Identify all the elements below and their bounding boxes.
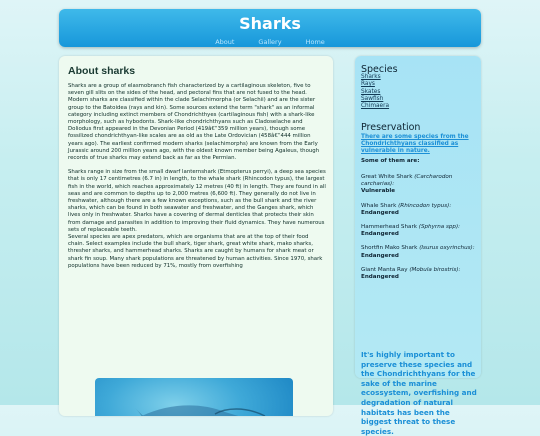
site-header (59, 9, 481, 47)
nav-about-link[interactable]: About (215, 38, 235, 46)
nav-home-link[interactable]: Home (305, 38, 325, 46)
species-name: Great White Shark (361, 174, 413, 180)
paragraph-intro: Sharks are a group of elasmobranch fish characterized by a cartilaginous skeleton, five to seven gill slits on the sides of the head, and pectoral fins that are not fused to the head. Modern sharks are classified within the clade Selachimorpha (or Selachii) and are the sister group to the Batoidea (rays and kin). Some sources extend the term "shark" as an informal category including extinct members of Chondrichthyes (cartilaginous fish) with a shark-like morphology, such as hybodonts. Shark-like chondrichthyans such as Cladoselache and Doliodus first appeared in the Devonian Period (419â€“359 million years), though some fossilized chondrichthyan-like scales are as old as the Late Ordovician (458â€“444 million years ago). The earliest confirmed modern sharks (selachimorphs) are known from the Early Jurassic around 200 million years ago, with the oldest known member being Agaleus, though records of true sharks may extend back as far as the Permian. (68, 83, 320, 162)
species-name: Whale Shark (361, 202, 397, 209)
sidebar (355, 56, 481, 436)
main-content (59, 56, 333, 416)
species-latin: (Mobula birostris): (409, 266, 461, 273)
status-label: Vulnerable (361, 188, 396, 195)
species-name: Giant Manta Ray (361, 266, 408, 273)
species-status-list (361, 174, 477, 288)
link-chimaera[interactable]: Chimaera (361, 103, 390, 110)
list-item (361, 245, 477, 259)
shark-illustration (95, 378, 293, 416)
status-label: Endangered (361, 231, 399, 238)
list-item (361, 203, 477, 217)
preservation-note: It's highly important to preserve these species and the Chondrichthyans for the sake of the marine ecossystem, overfishing and degradation of natural habitats has been the biggest threat to these species. (361, 350, 477, 436)
species-heading: Species (361, 64, 398, 75)
status-label: Endangered (361, 274, 399, 281)
nav-gallery-link[interactable]: Gallery (258, 38, 282, 46)
link-sawfish[interactable]: Sawfish (361, 95, 384, 102)
site-title: Sharks (239, 14, 301, 33)
article-text (68, 83, 326, 277)
preservation-heading: Preservation (361, 122, 421, 133)
list-item (361, 267, 477, 281)
species-latin: (Rhincodon typus): (398, 202, 452, 209)
main-nav (59, 38, 481, 46)
status-label: Endangered (361, 209, 399, 216)
species-latin: (Isurus oxyrinchus): (419, 245, 475, 252)
species-latin: (Carcharodon carcharias): (361, 174, 453, 188)
shark-photo (95, 378, 293, 416)
some-of-them-label: Some of them are: (361, 158, 420, 164)
species-name: Hammerhead Shark (361, 224, 417, 231)
link-skates[interactable]: Skates (361, 88, 381, 95)
species-links (361, 74, 389, 110)
paragraph-size: Sharks range in size from the small dwarf lanternshark (Etmopterus perryi), a deep sea species that is only 17 centimetres (6.7 in) in length, to the whale shark (Rhincodon typus), the largest fish in the world, which reaches approximately 12 metres (40 ft) in length. They are found in all seas and are common to depths up to 2,000 metres (6,600 ft). They generally do not live in freshwater, although there are a few known exceptions, such as the bull shark and the river sharks, which can be found in both seawater and freshwater, and the Ganges shark, which lives only in freshwater. Sharks have a covering of dermal denticles that protects their skin from damage and parasites in addition to improving their fluid dynamics. They have numerous sets of replaceable teeth. (68, 169, 326, 233)
vulnerable-species-link[interactable]: There are some species from the Chondrichthyans classified as vulnerable in nature. (361, 134, 469, 155)
list-item (361, 224, 477, 238)
link-sharks[interactable]: Sharks (361, 74, 381, 80)
species-name: Shortfin Mako Shark (361, 245, 418, 252)
list-item (361, 174, 477, 196)
paragraph-predators: Several species are apex predators, which are organisms that are at the top of their food chain. Select examples include the bull shark, tiger shark, great white shark, mako sharks, thresher sharks, and hammerhead sharks. Sharks are caught by humans for shark meat or shark fin soup. Many shark populations are threatened by human activities. Since 1970, shark populations have been reduced by 71%, mostly from overfishing (68, 234, 323, 269)
species-latin: (Sphyrna spp): (418, 224, 461, 231)
link-rays[interactable]: Rays (361, 81, 375, 88)
main-heading: About sharks (68, 65, 136, 77)
status-label: Endangered (361, 252, 399, 259)
